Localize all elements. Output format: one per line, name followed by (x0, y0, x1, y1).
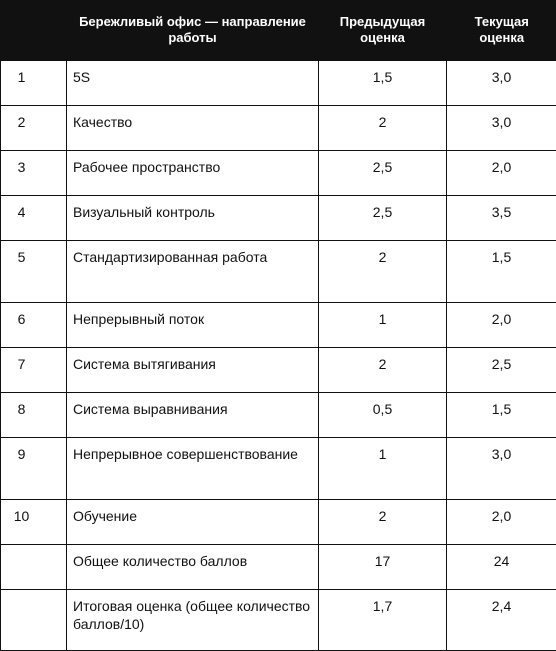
row-previous-score: 1,7 (319, 590, 447, 651)
row-previous-score: 2 (319, 241, 447, 303)
row-number: 1 (1, 61, 67, 106)
row-number: 3 (1, 151, 67, 196)
row-previous-score: 0,5 (319, 393, 447, 438)
row-current-score: 3,0 (447, 106, 556, 151)
table-row (1, 241, 556, 303)
table-row (1, 61, 556, 106)
row-previous-score: 1 (319, 303, 447, 348)
row-direction: Непрерывное совершенствование (67, 438, 319, 500)
row-current-score: 3,0 (447, 438, 556, 500)
row-previous-score: 2 (319, 106, 447, 151)
row-previous-score: 2 (319, 500, 447, 545)
row-previous-score: 2,5 (319, 151, 447, 196)
row-direction: Система выравнивания (67, 393, 319, 438)
table-row (1, 393, 556, 438)
row-previous-score: 1 (319, 438, 447, 500)
row-current-score: 1,5 (447, 393, 556, 438)
row-current-score: 3,0 (447, 61, 556, 106)
row-number: 8 (1, 393, 67, 438)
row-previous-score: 1,5 (319, 61, 447, 106)
table-row (1, 303, 556, 348)
table-row (1, 500, 556, 545)
table-row (1, 196, 556, 241)
row-number: 10 (1, 500, 67, 545)
table-header-row (1, 0, 556, 61)
row-direction: Обучение (67, 500, 319, 545)
final-score-row (1, 590, 556, 651)
row-number: 9 (1, 438, 67, 500)
row-direction: Визуальный контроль (67, 196, 319, 241)
row-direction: Рабочее пространство (67, 151, 319, 196)
row-number: 5 (1, 241, 67, 303)
row-current-score: 3,5 (447, 196, 556, 241)
header-number (1, 0, 67, 61)
row-number: 7 (1, 348, 67, 393)
total-points-row (1, 545, 556, 590)
row-current-score: 2,0 (447, 500, 556, 545)
row-previous-score: 17 (319, 545, 447, 590)
table-row (1, 438, 556, 500)
row-direction: Непрерывный поток (67, 303, 319, 348)
header-current-score: Текущая оценка (447, 0, 556, 61)
header-direction: Бережливый офис — направление работы (67, 0, 319, 61)
row-direction: Стандартизированная работа (67, 241, 319, 303)
row-current-score: 2,0 (447, 151, 556, 196)
row-number (1, 545, 67, 590)
table-row (1, 106, 556, 151)
row-number: 4 (1, 196, 67, 241)
header-previous-score: Предыдущая оценка (319, 0, 447, 61)
row-direction: 5S (67, 61, 319, 106)
row-number: 6 (1, 303, 67, 348)
row-current-score: 2,0 (447, 303, 556, 348)
table-row (1, 151, 556, 196)
row-current-score: 1,5 (447, 241, 556, 303)
row-number: 2 (1, 106, 67, 151)
table-row (1, 348, 556, 393)
row-previous-score: 2 (319, 348, 447, 393)
row-direction: Качество (67, 106, 319, 151)
row-direction: Общее количество баллов (67, 545, 319, 590)
row-direction: Система вытягивания (67, 348, 319, 393)
row-current-score: 2,4 (447, 590, 556, 651)
row-direction: Итоговая оценка (общее количество баллов/10) (67, 590, 319, 651)
row-number (1, 590, 67, 651)
row-previous-score: 2,5 (319, 196, 447, 241)
row-current-score: 24 (447, 545, 556, 590)
row-current-score: 2,5 (447, 348, 556, 393)
